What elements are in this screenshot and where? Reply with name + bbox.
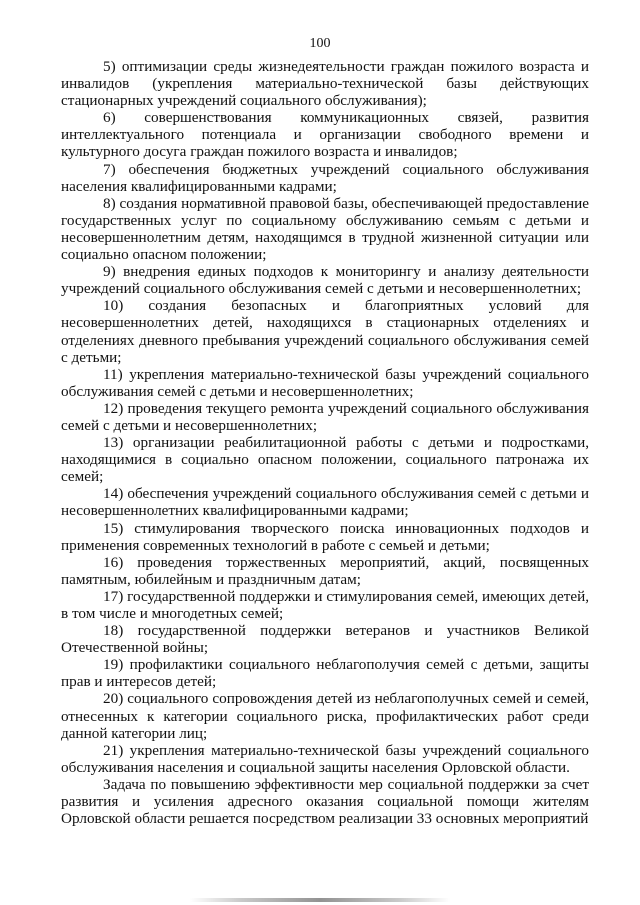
paragraph-item-17: 17) государственной поддержки и стимулирования семей, имеющих детей, в том числе и многодетных семей; — [61, 587, 589, 622]
page-number: 100 — [309, 36, 331, 51]
paragraph-task-summary: Задача по повышению эффективности мер социальной поддержки за счет развития и усиления адресного оказания социальной помощи жителям Орловской области решается посредством реализации 33 основных мероприятий — [61, 775, 589, 828]
paragraph-item-21: 21) укрепления материально-технической базы учреждений социального обслуживания населения и социальной защиты населения Орловской области. — [61, 741, 589, 776]
paragraph-item-18: 18) государственной поддержки ветеранов и участников Великой Отечественной войны; — [61, 622, 589, 657]
paragraph-item-19: 19) профилактики социального неблагополучия семей с детьми, защиты прав и интересов детей; — [61, 656, 589, 691]
paragraph-item-9: 9) внедрения единых подходов к мониторингу и анализу деятельности учреждений социального обслуживания семей с детьми и несовершеннолетних; — [61, 263, 589, 298]
paragraph-item-5: 5) оптимизации среды жизнедеятельности граждан пожилого возраста и инвалидов (укрепления материально-технической базы действующих стационарных учреждений социального обслуживания); — [61, 58, 589, 110]
paragraph-item-7: 7) обеспечения бюджетных учреждений социального обслуживания населения квалифицированными кадрами; — [61, 160, 589, 195]
paragraph-item-13: 13) организации реабилитационной работы с детьми и подростками, находящимися в социально опасном положении, социального патронажа их семей; — [61, 434, 589, 486]
paragraph-item-6: 6) совершенствования коммуникационных связей, развития интеллектуального потенциала и организации свободного времени и культурного досуга граждан пожилого возраста и инвалидов; — [61, 109, 589, 161]
paragraph-item-11: 11) укрепления материально-технической базы учреждений социального обслуживания семей с детьми и несовершеннолетних; — [61, 365, 589, 400]
scan-artifact — [190, 898, 450, 902]
paragraph-item-20: 20) социального сопровождения детей из неблагополучных семей и семей, отнесенных к категории социального риска, профилактических работ среди данной категории лиц; — [61, 690, 589, 742]
paragraph-item-15: 15) стимулирования творческого поиска инновационных подходов и применения современных технологий в работе с семьей и детьми; — [61, 519, 589, 554]
body-text — [61, 58, 589, 827]
paragraph-item-12: 12) проведения текущего ремонта учреждений социального обслуживания семей с детьми и несовершеннолетних; — [61, 399, 589, 434]
paragraph-item-8: 8) создания нормативной правовой базы, обеспечивающей предоставление государственных услуг по социальному обслуживанию семьям с детьми и несовершеннолетним детям, находящимся в трудной жизненной ситуации или социально опасном положении; — [61, 194, 589, 264]
paragraph-item-16: 16) проведения торжественных мероприятий, акций, посвященных памятным, юбилейным и праздничным датам; — [61, 553, 589, 588]
paragraph-item-14: 14) обеспечения учреждений социального обслуживания семей с детьми и несовершеннолетних квалифицированными кадрами; — [61, 485, 589, 520]
paragraph-item-10: 10) создания безопасных и благоприятных условий для несовершеннолетних детей, находящихся в стационарных отделениях и отделениях дневного пребывания учреждений социального обслуживания семей с детьми; — [61, 297, 589, 366]
